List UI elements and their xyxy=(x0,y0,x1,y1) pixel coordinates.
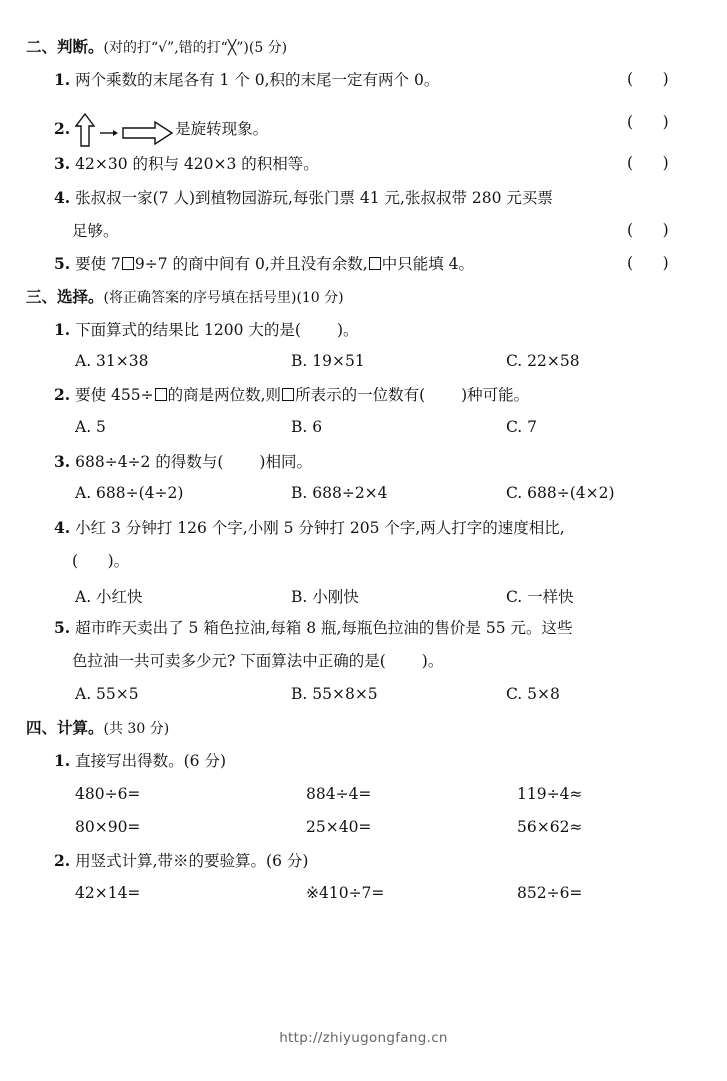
section-title: 二、判断。 xyxy=(26,37,104,56)
footer-url: http://zhiyugongfang.cn xyxy=(279,1030,448,1046)
item-text: 的商是两位数,则 xyxy=(167,386,282,404)
judge-item-4 xyxy=(54,188,553,208)
calc-expression: 884÷4= xyxy=(306,785,372,803)
small-arrowhead-icon xyxy=(113,130,118,136)
blank-box[interactable] xyxy=(282,388,294,401)
item-text: 色拉油一共可卖多少元? 下面算法中正确的是( xyxy=(72,652,386,670)
blank-box[interactable] xyxy=(369,257,381,270)
judge-item-5 xyxy=(54,254,474,274)
item-number: 4. xyxy=(54,518,71,537)
item-number: 2. xyxy=(54,851,71,870)
calc-expression: 80×90= xyxy=(75,818,141,836)
calc-expression: 42×14= xyxy=(75,884,141,902)
item-text: 688÷4÷2 的得数与( xyxy=(75,453,224,471)
option-c: C. 22×58 xyxy=(506,352,580,370)
section-note: (将正确答案的序号填在括号里)(10 分) xyxy=(103,290,344,306)
item-number: 5. xyxy=(54,254,71,273)
option-b: B. 688÷2×4 xyxy=(291,484,388,502)
right-arrow-icon xyxy=(123,122,172,144)
choice-item-1 xyxy=(54,320,359,340)
rotation-arrows-diagram xyxy=(75,113,175,147)
option-a: A. 55×5 xyxy=(75,685,139,703)
judge-item-3 xyxy=(54,154,319,174)
choice-item-3 xyxy=(54,452,312,472)
section-calc-title xyxy=(26,718,169,739)
option-a: A. 小红快 xyxy=(75,588,143,606)
item-text: 42×30 的积与 420×3 的积相等。 xyxy=(75,155,319,173)
option-b: B. 19×51 xyxy=(291,352,365,370)
answer-paren[interactable]: ( ) xyxy=(627,113,669,131)
item-number: 5. xyxy=(54,618,71,637)
item-number: 1. xyxy=(54,70,71,89)
item-text: 9÷7 的商中间有 0,并且没有余数, xyxy=(134,255,368,273)
section-judge-title xyxy=(26,37,287,58)
item-number: 2. xyxy=(54,119,71,138)
blank-box[interactable] xyxy=(155,388,167,401)
section-title: 三、选择。 xyxy=(26,287,104,306)
calc-expression: 56×62≈ xyxy=(517,818,583,836)
choice-item-5-cont xyxy=(72,651,443,671)
up-arrow-icon xyxy=(76,114,94,146)
section-choice-title xyxy=(26,287,344,308)
choice-item-2 xyxy=(54,385,529,405)
answer-paren[interactable]: ( ) xyxy=(627,154,669,172)
item-text: 超市昨天卖出了 5 箱色拉油,每箱 8 瓶,每瓶色拉油的售价是 55 元。这些 xyxy=(75,619,573,637)
item-text: )。 xyxy=(336,321,359,339)
section-note: (对的打“√”,错的打“╳”)(5 分) xyxy=(103,40,288,56)
option-a: A. 688÷(4÷2) xyxy=(75,484,184,502)
judge-item-4-cont: 足够。 xyxy=(72,222,119,240)
option-c: C. 688÷(4×2) xyxy=(506,484,615,502)
calc-part-1 xyxy=(54,751,226,771)
section-note: (共 30 分) xyxy=(103,721,170,737)
calc-expression: 852÷6= xyxy=(517,884,583,902)
answer-paren[interactable]: ( ) xyxy=(627,70,669,88)
option-b: B. 小刚快 xyxy=(291,588,359,606)
item-number: 3. xyxy=(54,154,71,173)
item-text: )。 xyxy=(421,652,444,670)
calc-part-2 xyxy=(54,851,308,871)
blank-box[interactable] xyxy=(122,257,134,270)
calc-expression: 480÷6= xyxy=(75,785,141,803)
option-c: C. 7 xyxy=(506,418,538,436)
answer-paren[interactable]: ( ) xyxy=(627,221,669,239)
item-text: 直接写出得数。(6 分) xyxy=(75,752,227,770)
judge-item-1 xyxy=(54,70,439,90)
answer-paren[interactable]: ( ) xyxy=(627,254,669,272)
option-a: A. 5 xyxy=(75,418,106,436)
item-text: 要使 7 xyxy=(75,255,121,273)
section-title: 四、计算。 xyxy=(26,718,104,737)
option-c: C. 5×8 xyxy=(506,685,560,703)
choice-item-4 xyxy=(54,518,565,538)
item-number: 3. xyxy=(54,452,71,471)
item-text: 要使 455÷ xyxy=(75,386,154,404)
item-text: 中只能填 4。 xyxy=(381,255,474,273)
choice-item-5 xyxy=(54,618,573,638)
choice-item-4-cont: ( )。 xyxy=(72,552,130,570)
calc-expression: 119÷4≈ xyxy=(517,785,583,803)
option-b: B. 55×8×5 xyxy=(291,685,378,703)
judge-item-2 xyxy=(54,113,268,147)
item-text: )相同。 xyxy=(259,453,312,471)
item-number: 2. xyxy=(54,385,71,404)
item-text: 张叔叔一家(7 人)到植物园游玩,每张门票 41 元,张叔叔带 280 元买票 xyxy=(75,189,553,207)
item-text: 小红 3 分钟打 126 个字,小刚 5 分钟打 205 个字,两人打字的速度相比, xyxy=(75,519,565,537)
item-number: 1. xyxy=(54,320,71,339)
option-a: A. 31×38 xyxy=(75,352,149,370)
option-b: B. 6 xyxy=(291,418,323,436)
item-text: 是旋转现象。 xyxy=(175,120,269,138)
option-c: C. 一样快 xyxy=(506,588,574,606)
item-number: 1. xyxy=(54,751,71,770)
item-text: 用竖式计算,带※的要验算。(6 分) xyxy=(75,852,309,870)
calc-expression: 25×40= xyxy=(306,818,372,836)
item-text: )种可能。 xyxy=(461,386,530,404)
item-number: 4. xyxy=(54,188,71,207)
item-text: 两个乘数的末尾各有 1 个 0,积的末尾一定有两个 0。 xyxy=(75,71,440,89)
item-text: 下面算式的结果比 1200 大的是( xyxy=(75,321,301,339)
calc-expression: ※410÷7= xyxy=(306,884,385,902)
item-text: 所表示的一位数有( xyxy=(295,386,426,404)
